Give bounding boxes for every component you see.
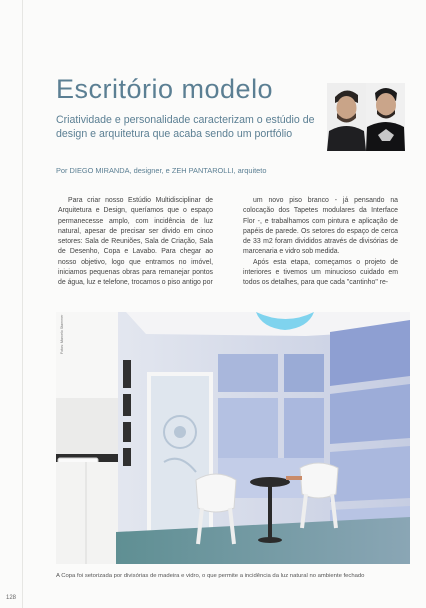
article-title: Escritório modelo [56,74,274,104]
body-paragraph: Para criar nosso Estúdio Multidisciplinar de Arquitetura e Design, queríamos que o espaço permanecesse amplo, com incidência de luz natural, apesar de precisar ser divido em cinco setores: Sala de Reuniões, Sala de Criação, Sala de Desenho, Copa e Lavabo. Para chegar ao nosso objetivo, logo que entramos no imóvel, iniciamos pequenas obras para remanejar pontos de água, luz e telefone, trocamos o piso antigo por [58,197,213,287]
photo-credit: Fotos: Marcelo Stammer [60,314,64,354]
page-number: 128 [5,595,16,601]
author-portrait-zeh [366,83,405,151]
article-byline: Por DIEGO MIRANDA, designer, e ZEH PANTAROLLI, arquiteto [56,166,267,175]
office-kitchen-photo [56,312,410,564]
author-portrait-diego [327,83,366,151]
article-subtitle: Criatividade e personalidade caracterizam o estúdio de design e arquitetura que acaba sendo um portfólio [56,114,315,140]
gutter-rule [22,0,23,608]
body-column-2 [243,196,398,289]
photo-caption: A Copa foi setorizada por divisórias de madeira e vidro, o que permite a incidência da luz natural no ambiente fechado [56,573,365,579]
body-paragraph: um novo piso branco - já pensando na colocação dos Tapetes modulares da Interface Flor -, e trabalhamos com pintura e aplicação de papéis de parede. Os setores do espaço de cerca de 33 m2 foram divididos através de divisórias de marcenaria e vidro sob medida. [243,197,398,256]
body-column-1 [58,196,213,289]
body-paragraph: Após esta etapa, começamos o projeto de interiores e tivemos um minucioso cuidado em todos os detalhes, para que cada "cantinho" re- [243,258,398,287]
